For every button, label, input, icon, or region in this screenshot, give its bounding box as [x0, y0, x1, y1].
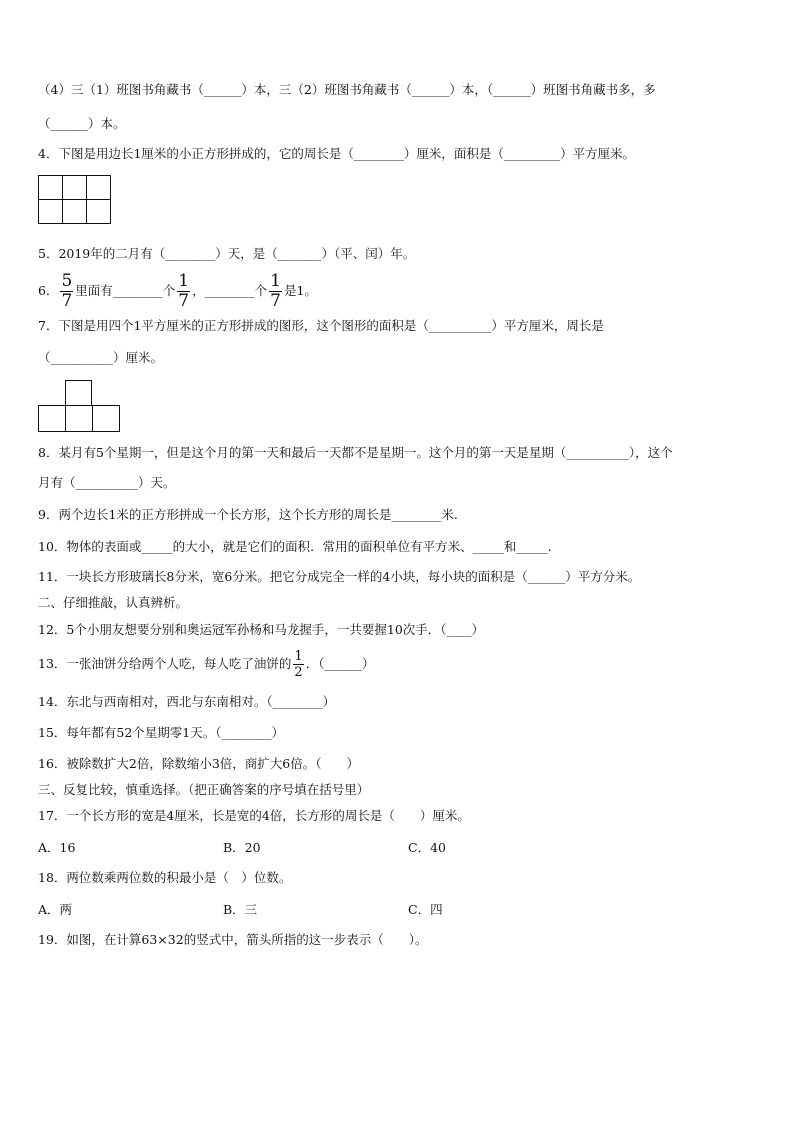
question-8-line1: 8．某月有5个星期一，但是这个月的第一天和最后一天都不是星期一。这个月的第一天是星期（__________），这个 — [38, 445, 673, 460]
question-9: 9．两个边长1米的正方形拼成一个长方形，这个长方形的周长是________米. — [38, 507, 458, 522]
q13-suffix: ．（______） — [305, 656, 375, 671]
q13-prefix: 13．一张油饼分给两个人吃，每人吃了油饼的 — [38, 656, 292, 671]
question-10: 10．物体的表面或_____的大小，就是它们的面积．常用的面积单位有平方米、_____和_____. — [38, 539, 552, 554]
question-5: 5．2019年的二月有（________）天，是（_______）（平、闰）年。 — [38, 246, 416, 261]
question-13 — [38, 648, 374, 680]
q3-part4-line2: （______）本。 — [38, 116, 126, 131]
option-a[interactable]: A．两 — [38, 902, 73, 917]
q6-prefix: 6． — [38, 283, 59, 298]
figure-square — [62, 199, 87, 224]
fraction-one-half: $\frac{1}{2}$ — [294, 649, 303, 680]
option-a[interactable]: A．16 — [38, 840, 76, 855]
question-6 — [38, 272, 317, 310]
q6-mid2: ，________个 — [192, 283, 268, 298]
fraction-five-sevenths: $\frac{5}{7}$ — [61, 271, 73, 311]
figure-square — [86, 175, 111, 200]
option-b[interactable]: B．三 — [223, 902, 258, 917]
figure-square — [38, 405, 66, 432]
option-c[interactable]: C．四 — [408, 902, 443, 917]
question-16: 16．被除数扩大2倍，除数缩小3倍，商扩大6倍。（ ） — [38, 756, 360, 771]
figure-square — [62, 175, 87, 200]
question-12: 12．5个小朋友想要分别和奥运冠军孙杨和马龙握手，一共要握10次手．（____） — [38, 622, 485, 637]
q18-options — [38, 902, 443, 918]
q3-part4-line1: （4）三（1）班图书角藏书（______）本，三（2）班图书角藏书（______）本，（______）班图书角藏书多，多 — [38, 82, 656, 97]
question-4: 4．下图是用边长1厘米的小正方形拼成的，它的周长是（________）厘米，面积是（_________）平方厘米。 — [38, 146, 636, 161]
question-18: 18．两位数乘两位数的积最小是（ ）位数。 — [38, 870, 292, 885]
figure-square — [65, 380, 92, 406]
question-7-line1: 7．下图是用四个1平方厘米的正方形拼成的图形，这个图形的面积是（__________）平方厘米，周长是 — [38, 318, 604, 333]
figure-square — [38, 199, 63, 224]
section-3-heading: 三、反复比较，慎重选择。（把正确答案的序号填在括号里） — [38, 782, 370, 797]
question-8-line2: 月有（__________）天。 — [38, 475, 176, 490]
figure-square — [38, 175, 63, 200]
option-b[interactable]: B．20 — [223, 840, 261, 855]
q6-suffix: 是1。 — [283, 283, 317, 298]
q7-square-figure — [38, 380, 120, 432]
question-7-line2: （__________）厘米。 — [38, 350, 164, 365]
fraction-one-seventh: $\frac{1}{7}$ — [270, 271, 281, 311]
section-2-heading: 二、仔细推敲，认真辨析。 — [38, 595, 189, 610]
question-11: 11．一块长方形玻璃长8分米，宽6分米。把它分成完全一样的4小块，每小块的面积是（______）平方分米。 — [38, 569, 641, 584]
question-17: 17．一个长方形的宽是4厘米，长是宽的4倍，长方形的周长是（ ）厘米。 — [38, 808, 470, 823]
figure-square — [65, 405, 93, 432]
option-c[interactable]: C．40 — [408, 840, 446, 855]
question-14: 14．东北与西南相对，西北与东南相对。（________） — [38, 694, 336, 709]
question-15: 15．每年都有52个星期零1天。（________） — [38, 725, 285, 740]
fraction-one-seventh: $\frac{1}{7}$ — [178, 271, 190, 311]
question-19: 19．如图，在计算63×32的竖式中，箭头所指的这一步表示（ ）。 — [38, 932, 428, 947]
q17-options — [38, 840, 446, 856]
figure-square — [86, 199, 111, 224]
q6-mid1: 里面有________个 — [75, 283, 176, 298]
figure-square — [92, 405, 120, 432]
q4-square-figure — [38, 175, 113, 225]
